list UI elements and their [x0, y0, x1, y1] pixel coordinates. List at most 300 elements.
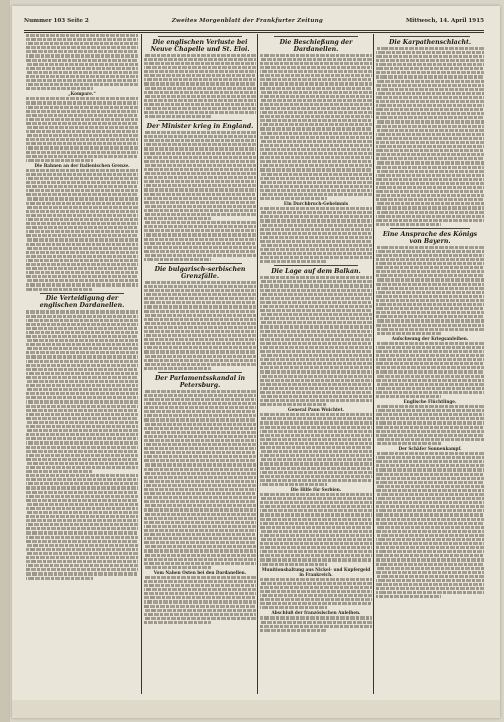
text-line [376, 526, 484, 529]
text-line [26, 441, 138, 444]
text-line [376, 509, 484, 512]
text-line [26, 67, 138, 70]
article-subheading: Die Hilfe für Serbien. [290, 486, 342, 492]
text-line [260, 219, 372, 222]
text-line [26, 310, 138, 313]
text-line [26, 97, 138, 100]
text-line [26, 126, 138, 129]
text-line [144, 250, 256, 253]
text-line [144, 246, 256, 249]
text-line [260, 78, 372, 81]
text-line [376, 59, 484, 62]
text-line [144, 160, 256, 163]
text-line [26, 495, 138, 498]
text-line [26, 577, 93, 580]
text-line [144, 350, 256, 353]
article-headline: Die Verteidigung der englischen Dardanellen. [39, 295, 125, 310]
article-body [376, 342, 484, 398]
text-line [26, 59, 138, 62]
text-line [144, 322, 256, 325]
text-line [260, 403, 327, 406]
text-line [260, 289, 372, 292]
text-line [144, 107, 256, 110]
article-body [260, 493, 372, 566]
text-line [144, 172, 256, 175]
text-line [26, 101, 138, 104]
text-line [144, 139, 256, 142]
text-line [260, 260, 327, 263]
header-date: Mittwoch, 14. April 1915 [405, 18, 484, 24]
text-line [144, 588, 256, 591]
text-line [376, 550, 484, 553]
article-body [144, 281, 256, 370]
text-line [260, 321, 372, 324]
text-line [376, 460, 484, 463]
text-line [26, 177, 138, 180]
column-4 [376, 34, 484, 694]
article-body [144, 131, 256, 220]
text-line [260, 399, 372, 402]
text-line [260, 413, 372, 416]
text-line [144, 78, 256, 81]
text-line [144, 289, 256, 292]
text-line [26, 46, 138, 49]
text-line [376, 563, 484, 566]
section-divider [40, 293, 124, 294]
text-line [376, 67, 484, 70]
text-line [260, 530, 372, 533]
text-line [26, 134, 138, 137]
text-line [26, 106, 138, 109]
text-line [144, 242, 256, 245]
section-divider [390, 228, 470, 229]
text-line [376, 587, 484, 590]
text-line [144, 468, 256, 471]
text-line [376, 477, 484, 480]
text-line [144, 281, 256, 284]
text-line [26, 193, 138, 196]
text-line [26, 536, 138, 539]
text-line [376, 307, 484, 310]
text-line [144, 58, 256, 61]
text-line [260, 252, 372, 255]
text-line [26, 247, 138, 250]
section-divider [158, 372, 242, 373]
text-line [376, 174, 484, 177]
text-line [260, 518, 372, 521]
text-line [144, 147, 256, 150]
text-line [376, 149, 484, 152]
text-line [26, 540, 138, 543]
text-line [260, 542, 372, 545]
text-line [26, 42, 138, 45]
text-line [26, 38, 138, 41]
text-line [376, 295, 484, 298]
text-line [376, 254, 484, 257]
text-line [26, 87, 93, 90]
text-line [376, 493, 484, 496]
text-line [144, 406, 256, 409]
text-line [144, 217, 211, 220]
text-line [144, 87, 256, 90]
header-rule [24, 30, 484, 31]
text-line [144, 135, 256, 138]
text-line [260, 563, 327, 566]
text-line [260, 173, 372, 176]
text-line [376, 413, 484, 416]
column-2 [144, 34, 256, 694]
column-divider-1 [141, 34, 142, 694]
text-line [376, 141, 484, 144]
text-line [260, 164, 372, 167]
text-line [260, 148, 372, 151]
text-line [376, 161, 484, 164]
text-line [260, 95, 372, 98]
page-header [24, 14, 484, 28]
text-line [376, 430, 484, 433]
text-line [144, 70, 256, 73]
text-line [26, 169, 138, 172]
text-line [376, 426, 484, 429]
text-line [26, 267, 138, 270]
text-line [144, 472, 256, 475]
text-line [26, 572, 138, 575]
text-line [144, 156, 256, 159]
text-line [260, 62, 372, 65]
text-line [26, 185, 138, 188]
text-line [260, 168, 372, 171]
text-line [260, 256, 372, 259]
text-line [260, 248, 372, 251]
text-line [144, 285, 256, 288]
text-line [376, 522, 484, 525]
text-line [376, 211, 484, 214]
text-line [260, 297, 372, 300]
text-line [144, 66, 256, 69]
article-body [26, 34, 138, 90]
text-line [144, 443, 256, 446]
article-headline: Die bulgarisch-serbischen Grenzfälle. [154, 265, 246, 280]
text-line [144, 423, 256, 426]
text-line [260, 338, 372, 341]
text-line [260, 144, 372, 147]
text-line [260, 438, 372, 441]
text-line [376, 145, 484, 148]
text-line [260, 123, 372, 126]
text-line [376, 283, 484, 286]
text-line [144, 193, 256, 196]
text-line [26, 79, 138, 82]
text-line [376, 262, 484, 265]
text-line [144, 197, 256, 200]
text-line [26, 75, 138, 78]
column-3 [260, 34, 372, 694]
text-line [376, 505, 484, 508]
text-line [144, 484, 256, 487]
article-headline: Die Karpathenschlacht. [389, 38, 471, 46]
article-body [260, 578, 372, 610]
text-line [144, 330, 256, 333]
text-line [376, 80, 484, 83]
text-line [376, 75, 484, 78]
text-line [26, 83, 138, 86]
text-line [260, 598, 372, 601]
article-body [260, 207, 372, 263]
text-line [260, 152, 372, 155]
text-line [26, 360, 138, 363]
text-line [26, 544, 138, 547]
text-line [376, 571, 484, 574]
text-line [376, 558, 484, 561]
text-line [144, 480, 256, 483]
text-line [26, 355, 138, 358]
text-line [260, 602, 372, 605]
text-line [26, 405, 138, 408]
text-line [26, 335, 138, 338]
text-line [376, 129, 484, 132]
text-line [144, 254, 256, 257]
text-line [260, 103, 372, 106]
text-line [260, 119, 372, 122]
text-line [260, 87, 372, 90]
text-line [260, 450, 372, 453]
text-line [376, 299, 484, 302]
text-line [376, 473, 484, 476]
text-line [144, 131, 256, 134]
text-line [376, 219, 484, 222]
article-subheading: Vom Nahen Osten bei den Dardanellen. [153, 569, 247, 575]
text-line [26, 288, 93, 291]
text-line [376, 405, 484, 408]
text-line [260, 313, 372, 316]
text-line [26, 531, 138, 534]
text-line [26, 263, 138, 266]
text-line [26, 409, 138, 412]
text-line [144, 435, 256, 438]
section-divider [158, 263, 242, 264]
text-line [260, 346, 372, 349]
text-line [376, 342, 484, 345]
text-line [376, 215, 484, 218]
text-line [26, 478, 138, 481]
text-line [260, 54, 372, 57]
section-divider [158, 120, 242, 121]
text-line [260, 58, 372, 61]
text-line [26, 159, 93, 162]
text-line [144, 176, 256, 179]
text-line [260, 582, 372, 585]
article-headline: Die Beschießung der Dardanellen. [279, 38, 353, 53]
text-line [260, 127, 372, 130]
text-line [144, 99, 256, 102]
text-line [144, 592, 256, 595]
text-line [376, 178, 484, 181]
text-line [26, 507, 138, 510]
text-line [260, 578, 372, 581]
text-line [144, 576, 256, 579]
text-line [260, 509, 372, 512]
text-line [144, 209, 256, 212]
text-line [144, 414, 256, 417]
text-line [376, 63, 484, 66]
text-line [144, 549, 256, 552]
text-line [260, 501, 372, 504]
text-line [26, 429, 138, 432]
text-line [26, 339, 138, 342]
text-line [260, 293, 372, 296]
text-line [376, 116, 484, 119]
text-line [26, 552, 138, 555]
text-line [376, 370, 484, 373]
article-subheading: Abschluß der französischen Anleihen. [271, 610, 361, 616]
text-line [144, 314, 256, 317]
text-line [26, 138, 138, 141]
article-headline: Die englischen Verluste bei Neuve Chapelle und St. Eloi. [150, 38, 250, 53]
text-line [26, 155, 138, 158]
text-line [26, 433, 138, 436]
text-line [260, 558, 372, 561]
text-line [144, 152, 256, 155]
text-line [26, 243, 138, 246]
text-line [144, 609, 256, 612]
text-line [26, 151, 138, 154]
text-line [260, 91, 372, 94]
text-line [376, 250, 484, 253]
text-line [26, 446, 138, 449]
text-line [144, 233, 256, 236]
text-line [376, 464, 484, 467]
article-body [260, 276, 372, 406]
text-line [260, 462, 372, 465]
text-line [144, 525, 256, 528]
text-line [260, 236, 372, 239]
text-line [26, 486, 138, 489]
article-headline: Der Parlamentsskandal in Petersburg. [154, 374, 246, 389]
text-line [376, 270, 484, 273]
text-line [260, 426, 372, 429]
section-divider [274, 265, 358, 266]
text-line [144, 613, 256, 616]
text-line [260, 107, 372, 110]
text-line [260, 479, 372, 482]
page-bottom-fold [12, 700, 500, 718]
text-line [260, 483, 327, 486]
text-line [376, 223, 441, 226]
text-line [260, 391, 372, 394]
text-line [376, 591, 484, 594]
text-line [26, 50, 138, 53]
text-line [376, 100, 484, 103]
text-line [376, 468, 484, 471]
text-line [260, 354, 372, 357]
text-line [260, 366, 372, 369]
text-line [376, 55, 484, 58]
text-line [260, 276, 372, 279]
text-line [376, 346, 484, 349]
text-line [26, 251, 138, 254]
text-line [260, 493, 372, 496]
text-line [26, 197, 138, 200]
text-line [26, 327, 138, 330]
text-line [144, 439, 256, 442]
text-line [260, 197, 327, 200]
text-line [260, 534, 372, 537]
text-line [144, 529, 256, 532]
text-line [26, 417, 138, 420]
text-line [376, 575, 484, 578]
text-line [260, 629, 327, 632]
text-line [144, 95, 256, 98]
text-line [144, 346, 256, 349]
text-line [26, 548, 138, 551]
text-line [144, 517, 256, 520]
text-line [260, 177, 372, 180]
text-line [376, 92, 484, 95]
text-line [144, 459, 256, 462]
binder-strip [0, 0, 10, 722]
text-line [376, 166, 484, 169]
article-subheading: Die Bahnen an der italienischen Grenze. [34, 162, 130, 168]
text-line [376, 328, 484, 331]
text-line [376, 274, 484, 277]
text-line [260, 421, 372, 424]
text-line [376, 315, 484, 318]
text-line [26, 560, 138, 563]
text-line [144, 221, 256, 224]
section-divider [390, 36, 470, 37]
text-line [26, 466, 138, 469]
article-body [26, 169, 138, 291]
column-divider-3 [373, 34, 374, 694]
text-line [376, 157, 484, 160]
text-line [26, 347, 138, 350]
text-line [26, 564, 138, 567]
text-line [260, 317, 372, 320]
text-line [144, 394, 256, 397]
text-line [144, 310, 256, 313]
text-line [376, 456, 484, 459]
article-body [26, 474, 138, 579]
text-line [26, 181, 138, 184]
text-line [260, 554, 372, 557]
text-line [376, 542, 484, 545]
text-line [376, 595, 441, 598]
text-line [260, 309, 372, 312]
text-line [26, 474, 138, 477]
text-line [26, 396, 138, 399]
article-subheading: Englische Flüchtlinge. [403, 399, 457, 405]
text-line [260, 350, 372, 353]
text-line [376, 51, 484, 54]
text-line [144, 427, 256, 430]
text-line [144, 455, 256, 458]
text-line [376, 438, 484, 441]
text-line [26, 130, 138, 133]
text-line [376, 452, 484, 455]
text-line [26, 63, 138, 66]
text-line [144, 367, 211, 370]
text-line [144, 74, 256, 77]
article-body [376, 405, 484, 445]
text-line [26, 315, 138, 318]
text-line [26, 523, 138, 526]
text-line [26, 343, 138, 346]
text-line [26, 462, 138, 465]
text-line [26, 527, 138, 530]
text-line [144, 508, 256, 511]
text-line [260, 160, 372, 163]
text-line [144, 91, 256, 94]
